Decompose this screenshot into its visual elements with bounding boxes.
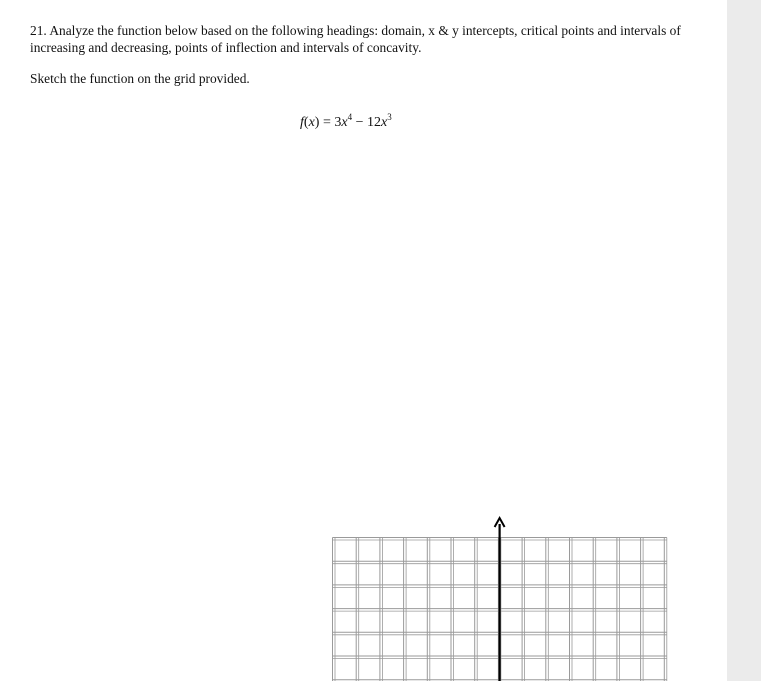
formula-term1-exp: 4 [347, 112, 353, 122]
function-formula [300, 114, 392, 132]
formula-close-paren: ) [314, 115, 320, 130]
formula-term1-coef: 3 [334, 115, 342, 130]
formula-term2-exp: 3 [387, 112, 392, 122]
formula-term2-coef: 12 [366, 115, 381, 130]
side-panel [727, 0, 761, 681]
formula-term1-var: x [341, 115, 348, 130]
grid-svg [328, 512, 673, 681]
formula-open-paren: ( [303, 115, 309, 130]
formula-func-name: f [300, 115, 304, 130]
formula-equals: = [319, 115, 335, 130]
sketch-grid [328, 512, 673, 681]
question-text: 21. Analyze the function below based on the following headings: domain, x & y intercepts, critical points and intervals of increasing and decreasing, points of inflection and intervals of concavity. [30, 23, 681, 55]
formula-minus: − [352, 115, 367, 130]
formula-arg: x [308, 115, 315, 130]
formula-term2-var: x [380, 115, 388, 130]
instruction-text: Sketch the function on the grid provided. [30, 71, 250, 86]
